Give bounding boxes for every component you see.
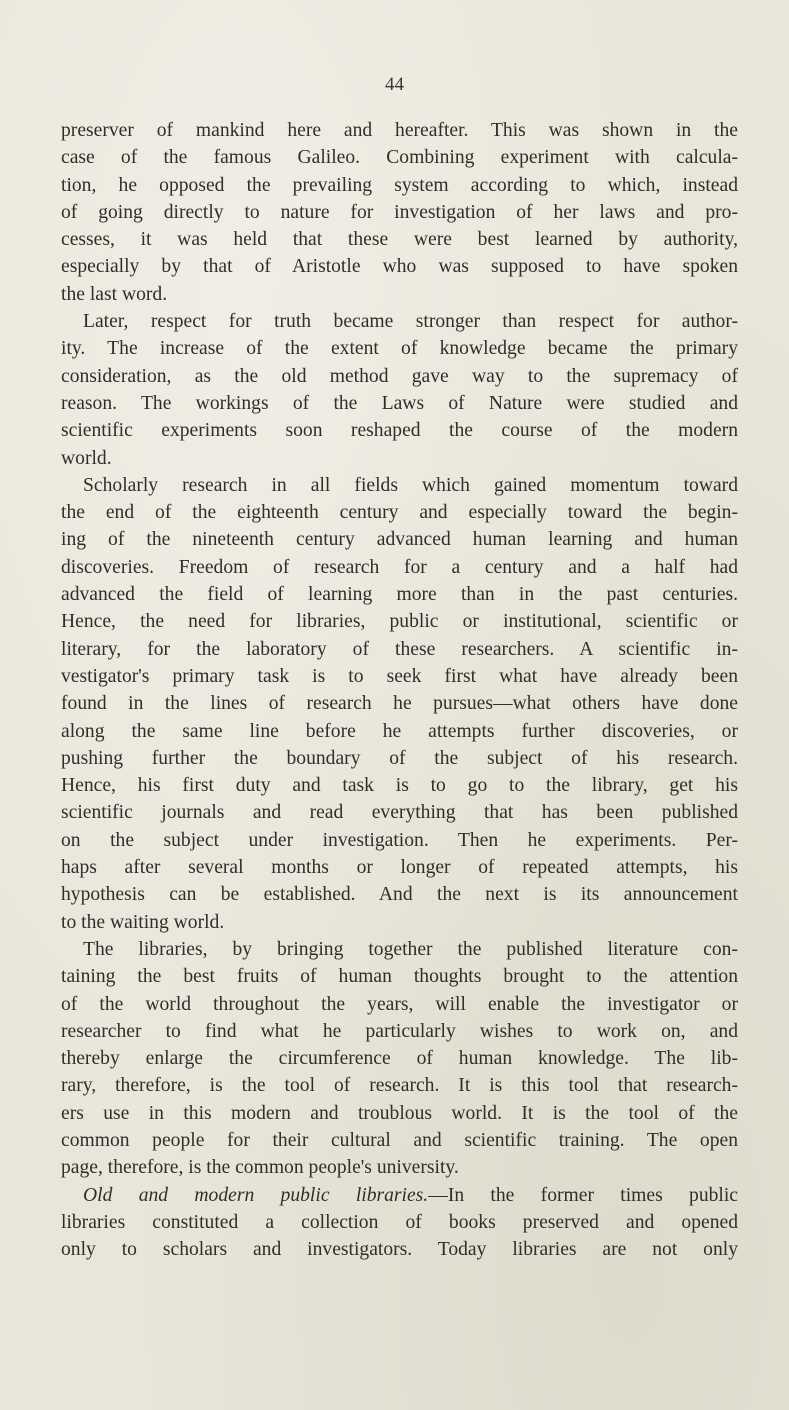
text-line: The libraries, by bringing together the published literature con- bbox=[83, 938, 738, 960]
text-line: of going directly to nature for investigation of her laws and pro- bbox=[61, 201, 738, 223]
text-line: the end of the eighteenth century and especially toward the begin- bbox=[61, 502, 738, 524]
text-line: found in the lines of research he pursues—what others have done bbox=[61, 693, 738, 715]
text-line: consideration, as the old method gave way to the supremacy of bbox=[61, 365, 738, 387]
body-text bbox=[61, 117, 738, 1263]
text-line: of the world throughout the years, will enable the investigator or bbox=[61, 993, 738, 1015]
text-line: hypothesis can be established. And the next is its announcement bbox=[61, 884, 738, 906]
text-line: vestigator's primary task is to seek first what have already been bbox=[61, 665, 738, 687]
text-line: scientific journals and read everything that has been published bbox=[61, 802, 738, 824]
section-heading-continuation: —In the former times public bbox=[428, 1184, 739, 1206]
text-line: thereby enlarge the circumference of human knowledge. The lib- bbox=[61, 1048, 738, 1070]
text-line: discoveries. Freedom of research for a century and a half had bbox=[61, 556, 738, 578]
text-line: along the same line before he attempts further discoveries, or bbox=[61, 720, 738, 742]
text-line: scientific experiments soon reshaped the course of the modern bbox=[61, 420, 738, 442]
section-heading: Old and modern public libraries. bbox=[83, 1184, 429, 1206]
text-line: pushing further the boundary of the subject of his research. bbox=[61, 747, 738, 769]
text-line: ing of the nineteenth century advanced human learning and human bbox=[61, 529, 738, 551]
text-line: rary, therefore, is the tool of research. It is this tool that research- bbox=[61, 1075, 738, 1097]
text-line: Hence, the need for libraries, public or institutional, scientific or bbox=[61, 611, 738, 633]
text-line: cesses, it was held that these were best learned by authority, bbox=[61, 229, 738, 251]
text-line: taining the best fruits of human thoughts brought to the attention bbox=[61, 966, 738, 988]
text-line: literary, for the laboratory of these researchers. A scientific in- bbox=[61, 638, 738, 660]
text-line: reason. The workings of the Laws of Nature were studied and bbox=[61, 392, 738, 414]
text-line: ity. The increase of the extent of knowledge became the primary bbox=[61, 338, 738, 360]
text-line: preserver of mankind here and hereafter. This was shown in the bbox=[61, 120, 738, 141]
text-line: Hence, his first duty and task is to go to the library, get his bbox=[61, 775, 738, 797]
page-number: 44 bbox=[385, 74, 404, 95]
text-line: especially by that of Aristotle who was supposed to have spoken bbox=[61, 256, 738, 278]
text-line: on the subject under investigation. Then he experiments. Per- bbox=[61, 829, 738, 851]
text-line: common people for their cultural and scientific training. The open bbox=[61, 1129, 738, 1151]
text-line: the last word. bbox=[61, 283, 168, 305]
text-line: Scholarly research in all fields which gained momentum toward bbox=[83, 474, 738, 496]
text-line: to the waiting world. bbox=[61, 911, 225, 933]
text-line: page, therefore, is the common people's university. bbox=[61, 1157, 459, 1179]
text-line: tion, he opposed the prevailing system according to which, instead bbox=[61, 174, 738, 196]
text-line: advanced the field of learning more than in the past centuries. bbox=[61, 584, 738, 606]
text-line: world. bbox=[61, 447, 112, 469]
text-line: Later, respect for truth became stronger than respect for author- bbox=[83, 311, 738, 333]
text-line: ers use in this modern and troublous world. It is the tool of the bbox=[61, 1102, 738, 1124]
text-line bbox=[61, 1182, 738, 1209]
text-line: haps after several months or longer of repeated attempts, his bbox=[61, 857, 738, 879]
text-line: libraries constituted a collection of books preserved and opened bbox=[61, 1211, 738, 1233]
text-line: case of the famous Galileo. Combining experiment with calcula- bbox=[61, 147, 738, 169]
text-line: researcher to find what he particularly wishes to work on, and bbox=[61, 1020, 738, 1042]
text-line: only to scholars and investigators. Today libraries are not only bbox=[61, 1239, 738, 1261]
